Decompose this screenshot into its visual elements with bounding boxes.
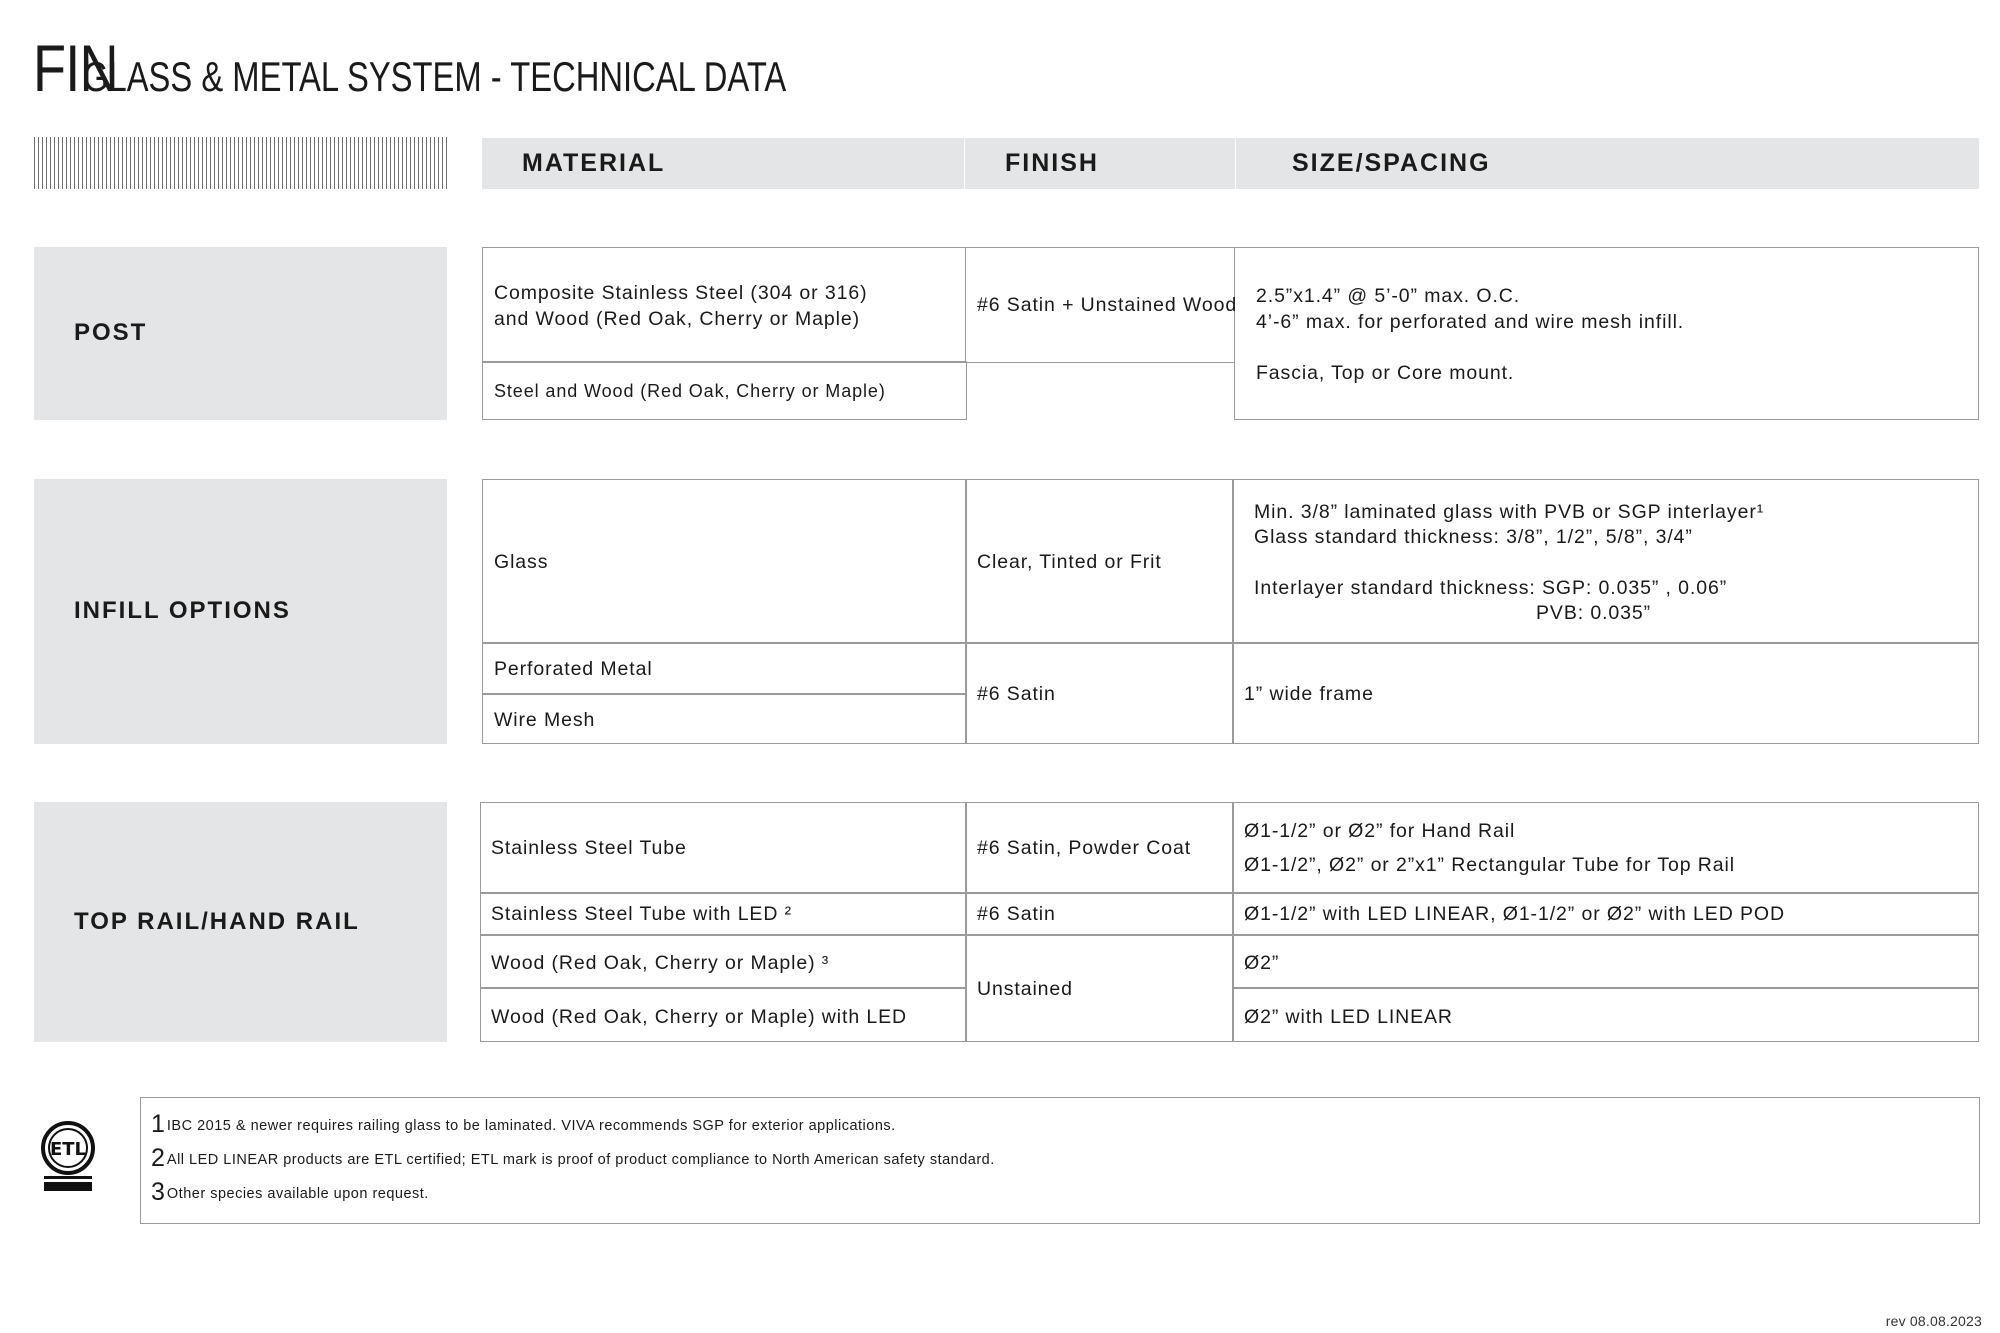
title-subtitle: GLASS & METAL SYSTEM - TECHNICAL DATA — [82, 53, 787, 100]
rail-size-2: Ø1-1/2” with LED LINEAR, Ø1-1/2” or Ø2” with LED POD — [1244, 903, 1785, 925]
row-divider — [482, 642, 1979, 644]
svg-text:ETL: ETL — [49, 1139, 87, 1160]
rail-size-1b: Ø1-1/2”, Ø2” or 2”x1” Rectangular Tube for Top Rail — [1244, 854, 1735, 876]
rail-material-4: Wood (Red Oak, Cherry or Maple) with LED — [491, 1006, 908, 1028]
header-divider — [964, 138, 965, 189]
infill-glass-size-3: Interlayer standard thickness: SGP: 0.035” , 0.06” — [1254, 577, 1728, 599]
post-size-2: 4’-6” max. for perforated and wire mesh infill. — [1256, 311, 1685, 333]
row-divider — [480, 987, 966, 989]
row-divider — [1232, 987, 1979, 989]
post-material-1: Composite Stainless Steel (304 or 316) — [494, 282, 868, 304]
column-divider — [965, 479, 967, 744]
infill-metal-size: 1” wide frame — [1244, 683, 1374, 705]
barcode-decoration — [34, 137, 447, 189]
category-label: INFILL OPTIONS — [74, 597, 291, 624]
row-divider — [482, 693, 967, 695]
post-size-1: 2.5”x1.4” @ 5’-0” max. O.C. — [1256, 285, 1521, 307]
header-finish: FINISH — [1005, 149, 1099, 177]
etl-listed-icon — [40, 1120, 96, 1196]
footnote — [151, 1110, 896, 1139]
infill-glass: Glass — [494, 551, 549, 573]
footnote-number: 1 — [151, 1110, 165, 1138]
revision-date: rev 08.08.2023 — [1885, 1313, 1982, 1329]
post-material-2: Steel and Wood (Red Oak, Cherry or Maple) — [494, 381, 886, 401]
post-finish: #6 Satin + Unstained Wood — [977, 294, 1238, 316]
rail-size-4: Ø2” with LED LINEAR — [1244, 1006, 1453, 1028]
rail-material-3: Wood (Red Oak, Cherry or Maple) ³ — [491, 952, 830, 974]
header-size-spacing: SIZE/SPACING — [1292, 149, 1491, 177]
infill-metal-finish: #6 Satin — [977, 683, 1056, 705]
column-divider — [965, 802, 967, 1042]
title-main: FIN — [33, 31, 118, 105]
row-divider — [482, 361, 967, 363]
infill-glass-size-1: Min. 3/8” laminated glass with PVB or SGP interlayer¹ — [1254, 501, 1765, 523]
footnotes-box — [140, 1097, 1980, 1224]
category-infill-options — [34, 479, 447, 744]
category-label: POST — [74, 319, 148, 346]
footnote — [151, 1178, 429, 1207]
post-size-3: Fascia, Top or Core mount. — [1256, 362, 1515, 384]
rail-material-2: Stainless Steel Tube with LED ² — [491, 903, 793, 925]
page-title — [33, 30, 984, 106]
row-divider — [480, 892, 1979, 894]
rail-finish-1: #6 Satin, Powder Coat — [977, 837, 1192, 859]
infill-glass-finish: Clear, Tinted or Frit — [977, 551, 1162, 573]
column-divider — [1232, 802, 1234, 1042]
header-divider — [1235, 138, 1236, 189]
column-divider — [1232, 479, 1234, 744]
post-material-1b: and Wood (Red Oak, Cherry or Maple) — [494, 308, 861, 330]
infill-glass-size-4: PVB: 0.035” — [1536, 602, 1652, 624]
category-post — [34, 247, 447, 420]
header-material: MATERIAL — [522, 149, 666, 177]
row-divider — [480, 934, 1979, 936]
rail-material-1: Stainless Steel Tube — [491, 837, 687, 859]
footnote-text: All LED LINEAR products are ETL certified; ETL mark is proof of product compliance to North American safety standard. — [166, 1152, 995, 1168]
rail-finish-2: #6 Satin — [977, 903, 1056, 925]
infill-perforated-metal: Perforated Metal — [494, 658, 653, 680]
footnote-text: Other species available upon request. — [166, 1186, 429, 1202]
footnote-number: 3 — [151, 1178, 165, 1206]
table-header — [482, 138, 1979, 189]
footnote — [151, 1144, 995, 1173]
footnote-text: IBC 2015 & newer requires railing glass to be laminated. VIVA recommends SGP for exterior applications. — [166, 1118, 896, 1134]
category-top-rail-hand-rail — [34, 802, 447, 1042]
rail-size-1a: Ø1-1/2” or Ø2” for Hand Rail — [1244, 820, 1516, 842]
infill-glass-size-2: Glass standard thickness: 3/8”, 1/2”, 5/8”, 3/4” — [1254, 526, 1693, 548]
rail-size-3: Ø2” — [1244, 952, 1280, 974]
infill-wire-mesh: Wire Mesh — [494, 709, 596, 731]
footnote-number: 2 — [151, 1144, 165, 1172]
rail-finish-3-4: Unstained — [977, 978, 1073, 1000]
category-label: TOP RAIL/HAND RAIL — [74, 908, 360, 935]
